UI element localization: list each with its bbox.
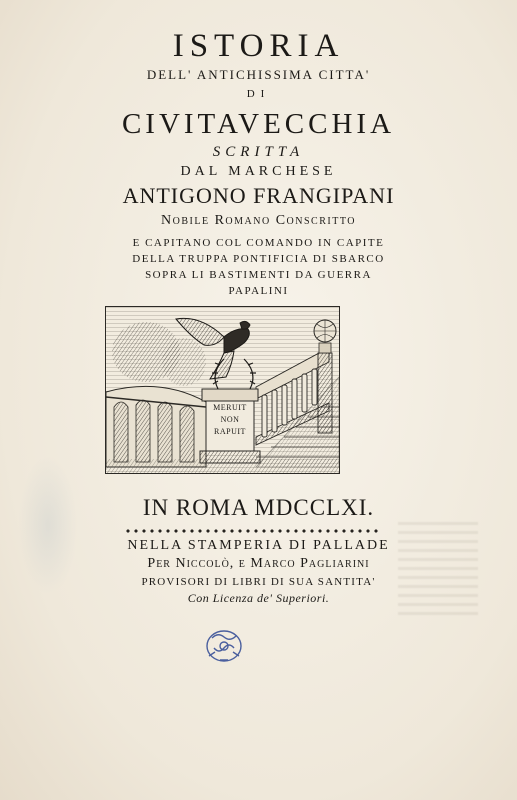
book-title: ISTORIA <box>172 28 345 64</box>
plaque-line: MERUIT <box>213 403 247 412</box>
imprint-place-year: IN ROMA MDCCLXI. <box>142 495 375 520</box>
library-stamp-icon <box>200 624 248 668</box>
imprint-printers-names: Per Niccolò, e Marco Pagliarini <box>147 556 370 571</box>
imprint-office: PROVISORI DI LIBRI DI SUA SANTITA' <box>141 576 376 588</box>
subtitle-line: DELL' ANTICHISSIMA CITTA' <box>146 67 371 82</box>
engraved-vignette <box>105 306 340 474</box>
city-name: CIVITAVECCHIA <box>121 108 396 140</box>
subtitle-di: DI <box>246 88 271 100</box>
imprint-printer: NELLA STAMPERIA DI PALLADE <box>127 538 390 553</box>
author-title: Nobile Romano Conscritto <box>161 213 356 228</box>
author-name: ANTIGONO FRANGIPANI <box>122 183 395 208</box>
imprint-license: Con Licenza de' Superiori. <box>187 591 330 605</box>
role-line: DELLA TRUPPA PONTIFICIA DI SBARCO <box>132 253 385 265</box>
author-prefix: DAL MARCHESE <box>180 164 337 179</box>
dotted-ornament-rule <box>124 525 378 537</box>
vignette-illustration <box>106 307 339 473</box>
role-line: E CAPITANO COL COMANDO IN CAPITE <box>132 237 385 249</box>
plaque-line: RAPUIT <box>214 427 246 436</box>
written-label: SCRITTA <box>212 144 305 160</box>
plaque-line: NON <box>220 415 240 424</box>
role-line: PAPALINI <box>228 285 289 297</box>
colonnade-icon <box>106 386 206 467</box>
plaque-inscription <box>206 402 254 438</box>
paper-stain <box>18 455 78 595</box>
role-line: SOPRA LI BASTIMENTI DA GUERRA <box>145 269 372 281</box>
